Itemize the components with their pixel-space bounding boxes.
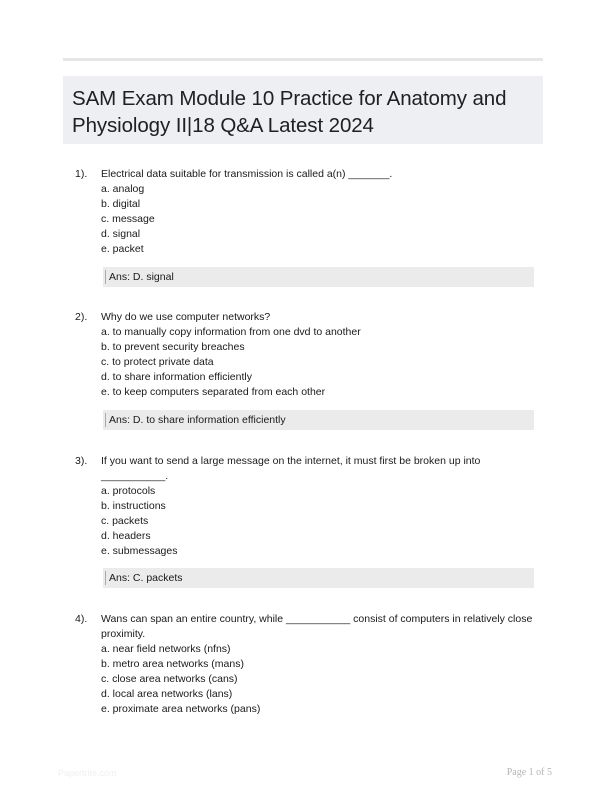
option-e: e. proximate area networks (pans) [101,703,261,715]
option-list [101,642,545,717]
question-number: 4). [75,613,88,625]
option-list [101,182,545,257]
option-a: a. near field networks (nfns) [101,643,231,655]
option-list [101,484,545,559]
footer-watermark: Papertrite.com [58,768,117,778]
option-c: c. to protect private data [101,356,214,368]
answer-marker [105,571,106,585]
answer-text: Ans: D. to share information efficiently [109,414,286,426]
option-a: a. to manually copy information from one dvd to another [101,326,361,338]
answer-box-1 [103,267,534,287]
option-a: a. protocols [101,485,156,497]
option-list [101,325,545,400]
option-e: e. to keep computers separated from each other [101,386,326,398]
option-e: e. submessages [101,545,178,557]
option-b: b. to prevent security breaches [101,341,245,353]
option-b: b. digital [101,198,141,210]
document-title: SAM Exam Module 10 Practice for Anatomy and Physiology II|18 Q&A Latest 2024 [72,87,507,137]
option-b: b. metro area networks (mans) [101,658,244,670]
answer-box-3 [103,568,534,588]
question-text: Wans can span an entire country, while ___________ consist of computers in relatively close proximity. [101,613,533,640]
question-text: If you want to send a large message on the internet, it must first be broken up into ___________. [101,455,481,482]
answer-marker [105,270,106,284]
page-number: Page 1 of 5 [506,767,552,778]
option-d: d. local area networks (lans) [101,688,233,700]
option-c: c. packets [101,515,149,527]
question-1 [75,167,545,257]
option-b: b. instructions [101,500,166,512]
question-3 [75,454,545,559]
option-c: c. message [101,213,155,225]
option-e: e. packet [101,243,144,255]
question-text: Why do we use computer networks? [101,311,271,323]
option-d: d. to share information efficiently [101,371,252,383]
answer-marker [105,413,106,427]
answer-text: Ans: C. packets [109,572,183,584]
question-4 [75,612,545,717]
option-a: a. analog [101,183,145,195]
question-2 [75,310,545,400]
question-number: 1). [75,168,88,180]
option-d: d. signal [101,228,141,240]
option-c: c. close area networks (cans) [101,673,238,685]
answer-text: Ans: D. signal [109,271,174,283]
top-divider [63,58,543,61]
question-text: Electrical data suitable for transmission is called a(n) _______. [101,168,393,180]
title-banner [63,76,543,144]
question-number: 3). [75,455,88,467]
answer-box-2 [103,410,534,430]
question-number: 2). [75,311,88,323]
option-d: d. headers [101,530,151,542]
